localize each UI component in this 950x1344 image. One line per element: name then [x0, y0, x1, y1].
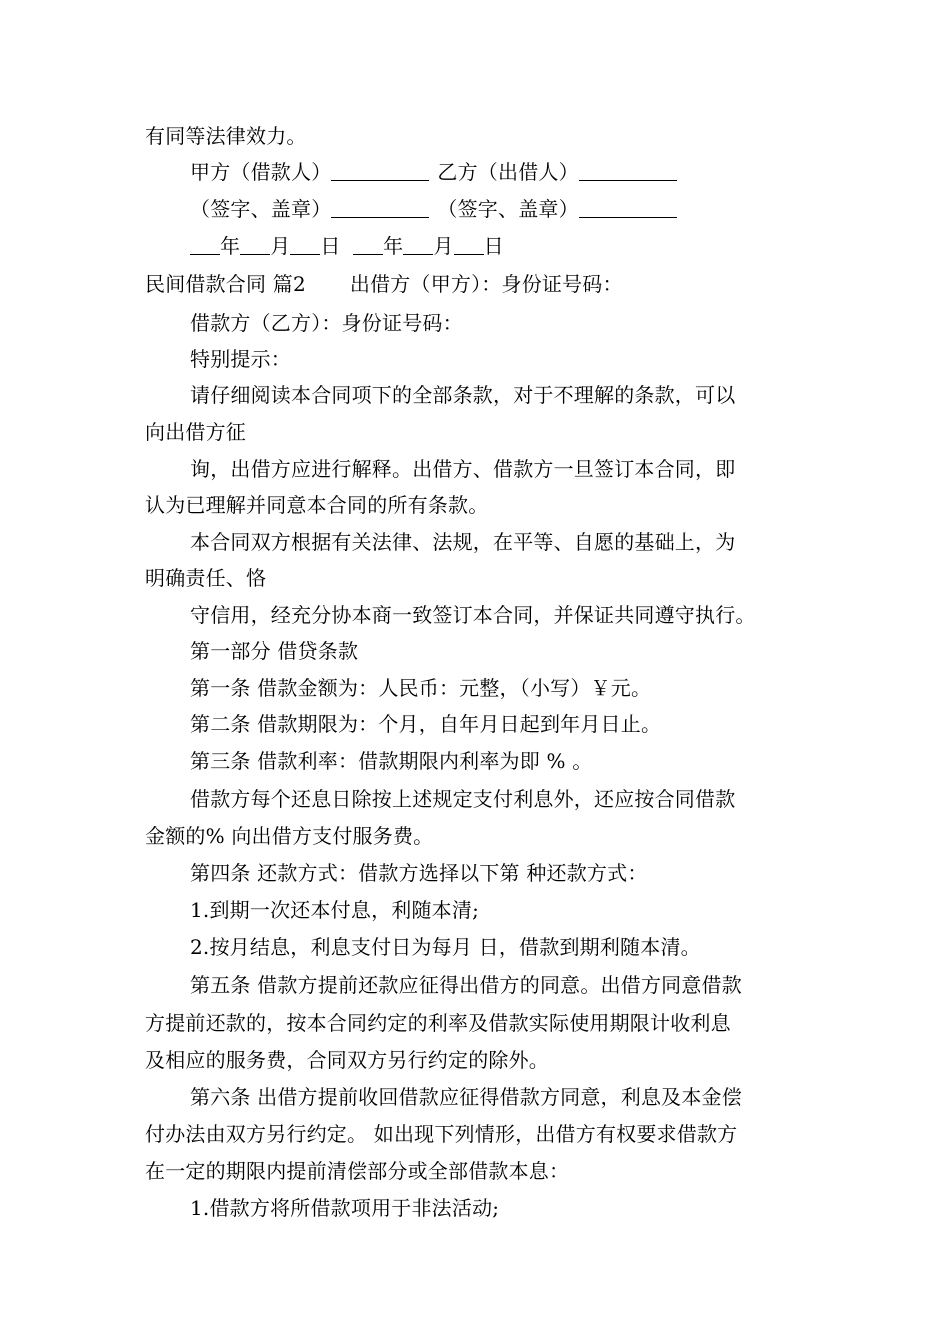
body-line: 向出借方征: [145, 420, 246, 444]
body-line: 本合同双方根据有关法律、法规，在平等、自愿的基础上，为: [190, 530, 736, 554]
signature-continuation: 有同等法律效力。: [145, 124, 307, 148]
list-item: 2.按月结息，利息支付日为每月 日，借款到期利随本清。: [190, 935, 701, 959]
section-heading: 第一部分 借贷条款: [190, 639, 359, 663]
party-signature-row: [190, 158, 820, 186]
day-b-label: 日: [483, 234, 504, 258]
party-a-label: 甲方（借款人）: [190, 160, 332, 184]
sign-seal-a-blank: [331, 197, 429, 218]
body-line: 方提前还款的，按本合同约定的利率及借款实际使用期限计收利息: [145, 1011, 731, 1035]
body-line: 请仔细阅读本合同项下的全部条款，对于不理解的条款，可以: [190, 383, 736, 407]
sign-seal-b-label: （签字、盖章）: [437, 197, 579, 221]
list-item: 1.借款方将所借款项用于非法活动;: [190, 1196, 500, 1220]
body-line: 金额的% 向出借方支付服务费。: [145, 824, 434, 848]
article-5: 第五条 借款方提前还款应征得出借方的同意。出借方同意借款: [190, 973, 742, 997]
month-b-label: 月: [433, 234, 454, 258]
article-1: 第一条 借款金额为：人民币：元整，（小写）￥元。: [190, 676, 652, 700]
sign-seal-b-blank: [579, 197, 677, 218]
contract-title: 民间借款合同 篇2: [145, 272, 306, 296]
notice-title: 特别提示：: [190, 347, 291, 371]
article-2: 第二条 借款期限为：个月，自年月日起到年月日止。: [190, 712, 662, 736]
month-a-blank: [240, 234, 270, 255]
year-b-label: 年: [383, 234, 404, 258]
year-b-blank: [353, 234, 383, 255]
day-a-blank: [290, 234, 320, 255]
article-3: 第三条 借款利率：借款期限内利率为即 % 。: [190, 749, 593, 773]
body-line: 询，出借方应进行解释。出借方、借款方一旦签订本合同，即: [190, 457, 736, 481]
seal-signature-row: [190, 195, 820, 223]
year-a-label: 年: [220, 234, 241, 258]
month-b-blank: [403, 234, 433, 255]
body-line: 付办法由双方另行约定。 如出现下列情形，出借方有权要求借款方: [145, 1122, 738, 1146]
contract-title-row: [145, 270, 825, 298]
party-a-blank: [331, 160, 429, 181]
article-4: 第四条 还款方式：借款方选择以下第 种还款方式：: [190, 861, 648, 885]
body-line: 守信用，经充分协本商一致签订本合同，并保证共同遵守执行。: [190, 603, 756, 627]
sign-seal-a-label: （签字、盖章）: [190, 197, 332, 221]
body-line: 借款方每个还息日除按上述规定支付利息外，还应按合同借款: [190, 787, 736, 811]
day-b-blank: [454, 234, 484, 255]
day-a-label: 日: [320, 234, 341, 258]
year-a-blank: [190, 234, 220, 255]
borrower-id-line: 借款方（乙方）：身份证号码：: [190, 311, 463, 335]
month-a-label: 月: [270, 234, 291, 258]
body-line: 明确责任、恪: [145, 566, 267, 590]
body-line: 在一定的期限内提前清偿部分或全部借款本息：: [145, 1159, 570, 1183]
party-b-blank: [579, 160, 677, 181]
date-row: [190, 232, 820, 260]
body-line: 认为已理解并同意本合同的所有条款。: [145, 493, 489, 517]
body-line: 及相应的服务费，合同双方另行约定的除外。: [145, 1048, 549, 1072]
party-b-label: 乙方（出借人）: [437, 160, 579, 184]
lender-id-line: 出借方（甲方）：身份证号码：: [349, 272, 623, 296]
article-6: 第六条 出借方提前收回借款应征得借款方同意，利息及本金偿: [190, 1085, 742, 1109]
list-item: 1.到期一次还本付息，利随本清;: [190, 898, 480, 922]
